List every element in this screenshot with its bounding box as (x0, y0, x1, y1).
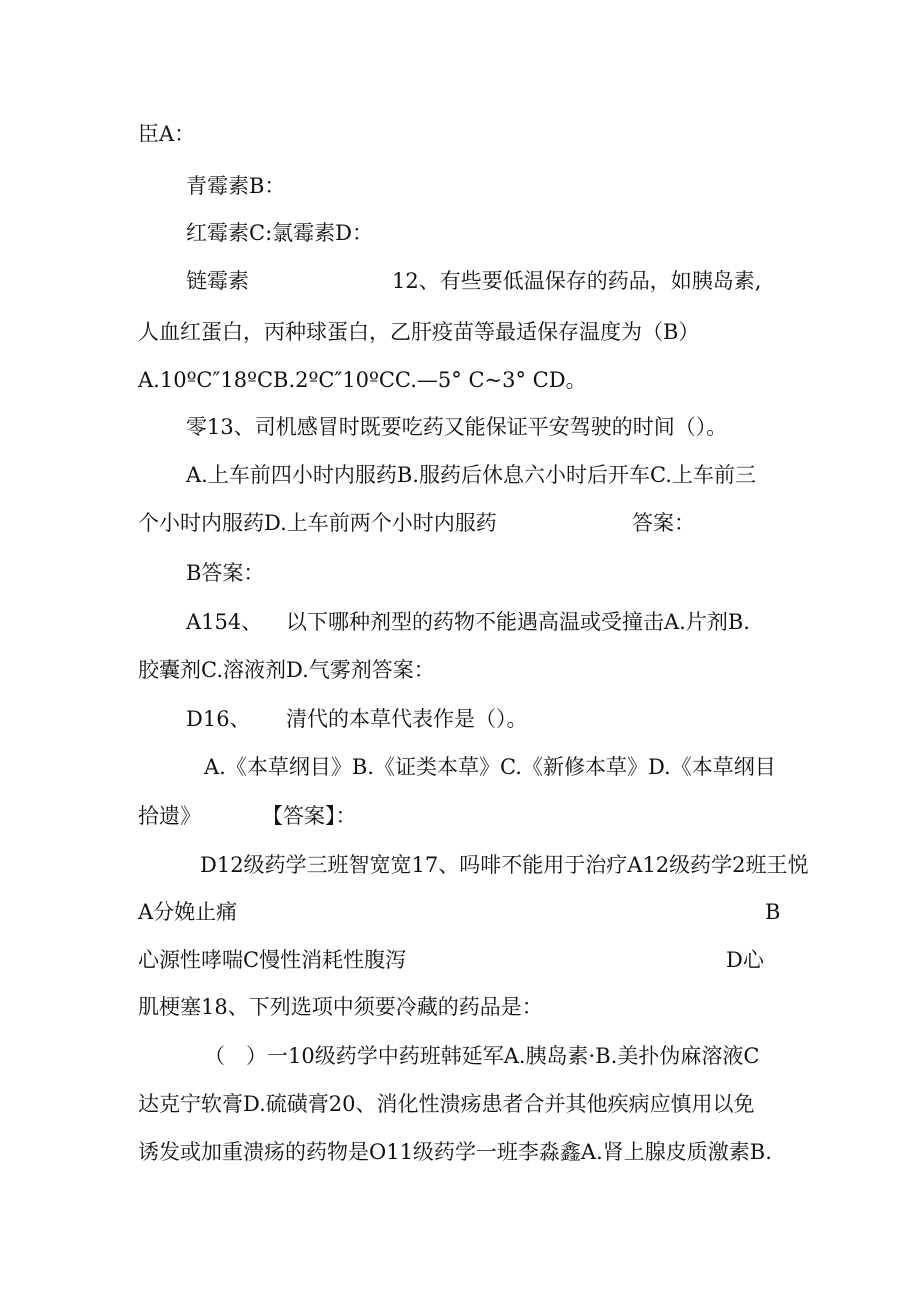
text-line-2: 青霉素B： (186, 174, 286, 198)
text-line-14: 以下哪种剂型的药物不能遇高温或受撞击A.片剂B. (286, 610, 750, 634)
text-line-5: 12、有些要低温保存的药品，如胰岛素, (392, 269, 762, 293)
text-line-24: 心源性哮喘C慢性消耗性腹泻 (138, 948, 407, 972)
text-line-25: D心 (726, 948, 764, 972)
text-line-8: 零13、司机感冒时既要吃药又能保证平安驾驶的时间（）。 (186, 415, 728, 439)
text-line-29: 诱发或加重溃疡的药物是O11级药学一班李淼鑫A.肾上腺皮质激素B. (138, 1140, 772, 1164)
text-line-4: 链霉素 (186, 269, 249, 293)
text-line-1: 臣A： (138, 122, 196, 146)
text-line-15: 胶囊剂C.溶液剂D.气雾剂答案： (138, 658, 435, 682)
text-line-19: 拾遗》 (138, 804, 201, 828)
text-line-27: （ ）一10级药学中药班韩延军A.胰岛素·B.美扑伪麻溶液C (204, 1044, 760, 1068)
text-line-3: 红霉素C:氯霉素D： (186, 221, 373, 245)
text-line-20: 【答案】： (262, 804, 357, 828)
text-line-7: A.10ºC″18ºCB.2ºC″10ºCC.—5° C~3° CD。 (138, 368, 587, 392)
text-line-22: A分娩止痛 (138, 900, 238, 924)
text-line-11: 答案： (632, 511, 695, 535)
text-line-10: 个小时内服药D.上车前两个小时内服药 (138, 511, 497, 535)
text-line-23: B (765, 900, 781, 924)
text-line-9: A.上车前四小时内服药B.服药后休息六小时后开车C.上车前三 (186, 463, 756, 487)
text-line-26: 肌梗塞18、下列选项中须要冷藏的药品是： (138, 995, 543, 1019)
text-line-17: 清代的本草代表作是（）。 (286, 707, 528, 731)
text-line-18: A.《本草纲目》B.《证类本草》C.《新修本草》D.《本草纲目 (204, 755, 776, 779)
text-line-16: D16、 (186, 707, 251, 731)
text-line-21: D12级药学三班智宽宽17、吗啡不能用于治疗A12级药学2班王悦 (200, 853, 809, 877)
text-line-13: A154、 (186, 610, 263, 634)
text-line-6: 人血红蛋白，丙种球蛋白，乙肝疫苗等最适保存温度为（B） (138, 320, 700, 344)
text-line-28: 达克宁软膏D.硫磺膏20、消化性溃疡患者合并其他疾病应慎用以免 (138, 1092, 755, 1116)
text-line-12: B答案： (186, 561, 265, 585)
